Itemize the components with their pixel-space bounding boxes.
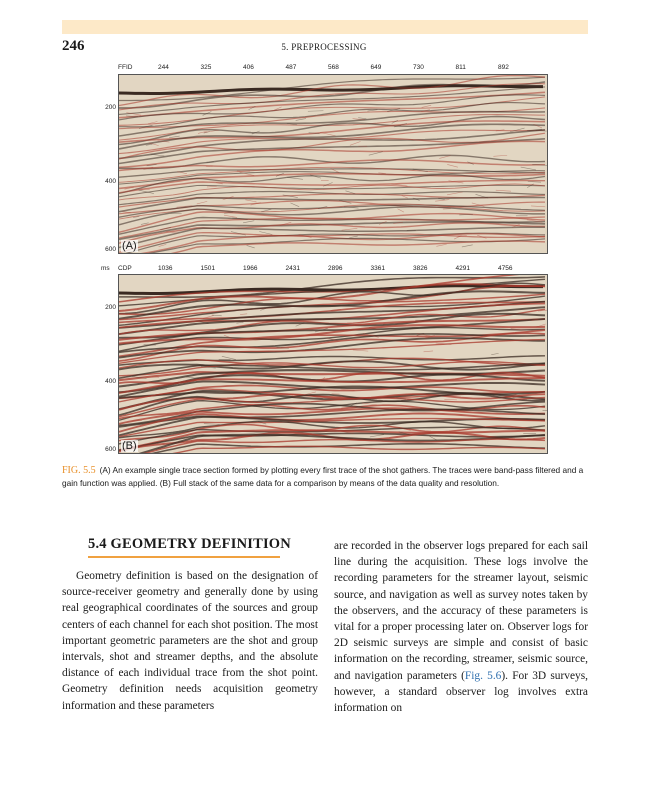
body-column-right — [334, 538, 588, 716]
panel-b-x-tick-3826: 3826 — [413, 265, 428, 272]
panel-a-x-tick-730: 730 — [413, 64, 424, 71]
noise-streak — [169, 136, 179, 138]
noise-streak — [447, 192, 463, 195]
noise-streak — [349, 236, 357, 238]
panel-b-letter: (B) — [122, 440, 137, 452]
noise-streak — [308, 111, 324, 112]
panel-b-x-tick-4756: 4756 — [498, 265, 513, 272]
noise-streak — [247, 245, 255, 248]
panel-a-x-tick-325: 325 — [200, 64, 212, 71]
panel-a-x-tick-406: 406 — [243, 64, 254, 71]
noise-streak — [493, 155, 507, 156]
noise-streak — [362, 403, 377, 405]
noise-streak — [197, 201, 207, 204]
noise-streak — [259, 232, 272, 235]
panel-b-x-tick-2896: 2896 — [328, 265, 343, 272]
panel-b-y-tick-600: 600 — [105, 446, 116, 453]
noise-streak — [350, 142, 361, 146]
noise-streak — [207, 186, 217, 187]
noise-streak — [528, 181, 541, 182]
noise-streak — [151, 154, 165, 156]
figure-caption — [62, 464, 588, 489]
noise-streak — [378, 173, 385, 174]
noise-streak — [358, 118, 366, 119]
noise-streak — [296, 119, 306, 121]
panel-a-letter: (A) — [122, 240, 137, 252]
noise-streak — [398, 209, 404, 212]
panel-b-x-axis — [118, 265, 546, 274]
panel-a-y-tick-200: 200 — [105, 104, 116, 111]
panel-a-y-tick-400: 400 — [105, 178, 116, 185]
right-text-part-1: are recorded in the observer logs prepared for each sail line during the acquisition. These logs involve the recording parameters for the streamer layout, seismic source, and navigation as well as survey notes taken by the observers, and the accuracy of these parameters is vital for a proper processing later on. Observer logs for 2D seismic surveys are simple and consist of basic information on the recording, streamer, seismic source, and navigation parameters ( — [334, 540, 588, 682]
panel-b-x-tick-4291: 4291 — [455, 265, 470, 272]
panel-b-x-tick-3361: 3361 — [370, 265, 385, 272]
panel-a-y-tick-600: 600 — [105, 246, 116, 253]
noise-streak — [444, 399, 456, 400]
panel-b-x-tick-2431: 2431 — [285, 265, 300, 272]
noise-streak — [240, 314, 247, 315]
noise-streak — [353, 350, 368, 351]
panel-b-y-axis — [98, 274, 116, 452]
noise-streak — [436, 244, 446, 246]
panel-a-x-tick-487: 487 — [285, 64, 297, 71]
reflector-line — [119, 181, 545, 193]
panel-a-x-axis — [118, 64, 546, 73]
panel-b-y-tick-200: 200 — [105, 304, 116, 311]
noise-streak — [424, 351, 433, 352]
panel-a-traces — [119, 75, 547, 253]
header-bar — [62, 20, 588, 34]
reflector-line — [119, 185, 545, 197]
noise-streak — [370, 435, 384, 437]
seismic-section-panel-b — [118, 274, 548, 454]
noise-streak — [236, 322, 243, 323]
noise-streak — [491, 353, 498, 354]
noise-streak — [429, 436, 437, 440]
panel-b-x-tick-1501: 1501 — [200, 265, 215, 272]
caption-text: (A) An example single trace section formed by plotting every first trace of the shot gathers. The traces were band-pass filtered and a gain function was applied. (B) Full stack of the same data for a comparison by means of the data quality and resolution. — [62, 465, 584, 488]
right-text-part-2: ). For 3D surveys, however, a standard observer log involves extra information on — [334, 669, 589, 715]
running-head: 5. PREPROCESSING — [281, 42, 367, 52]
noise-streak — [496, 190, 511, 191]
noise-streak — [342, 228, 358, 230]
panel-a-axis-name: FFID — [118, 64, 133, 71]
noise-streak — [531, 206, 545, 207]
noise-streak — [447, 164, 458, 167]
panel-b-traces — [119, 275, 547, 453]
noise-streak — [243, 221, 254, 223]
panel-b-x-tick-1966: 1966 — [243, 265, 258, 272]
noise-streak — [462, 245, 473, 247]
figure-label: FIG. 5.5 — [62, 465, 96, 476]
noise-streak — [245, 200, 256, 202]
panel-b-axis-name: CDP — [118, 265, 132, 272]
panel-b-y-unit: ms — [101, 265, 110, 272]
noise-streak — [222, 356, 236, 359]
panel-a-y-axis — [98, 74, 116, 252]
panel-a-x-tick-892: 892 — [498, 64, 509, 71]
reflector-line — [119, 233, 545, 253]
section-underline — [88, 556, 280, 558]
section-title: 5.4 GEOMETRY DEFINITION — [88, 536, 291, 552]
figure-reference-link[interactable]: Fig. 5.6 — [464, 669, 502, 682]
seismic-section-panel-a — [118, 74, 548, 254]
noise-streak — [521, 167, 536, 170]
noise-streak — [224, 215, 237, 217]
panel-a-x-tick-244: 244 — [158, 64, 169, 71]
panel-b-x-tick-1036: 1036 — [158, 265, 173, 272]
noise-streak — [204, 424, 220, 425]
body-column-left: Geometry definition is based on the designation of source-receiver geometry and generally done by using real geographical coordinates of the sources and group centers of each channel for each shot position. The most important geometric parameters are the shot and group intervals, shot and streamer depths, and the absolute distance of each individual trace from the shot point. Geometry definition needs acquisition geometry information and these parameters — [62, 570, 318, 712]
panel-a-x-tick-649: 649 — [370, 64, 382, 71]
panel-a-x-tick-568: 568 — [328, 64, 339, 71]
noise-streak — [287, 177, 303, 179]
noise-streak — [435, 200, 449, 202]
noise-streak — [422, 105, 431, 107]
panel-a-x-tick-811: 811 — [455, 64, 466, 71]
panel-b-y-tick-400: 400 — [105, 378, 116, 385]
page-number: 246 — [62, 38, 85, 54]
noise-streak — [290, 203, 299, 207]
